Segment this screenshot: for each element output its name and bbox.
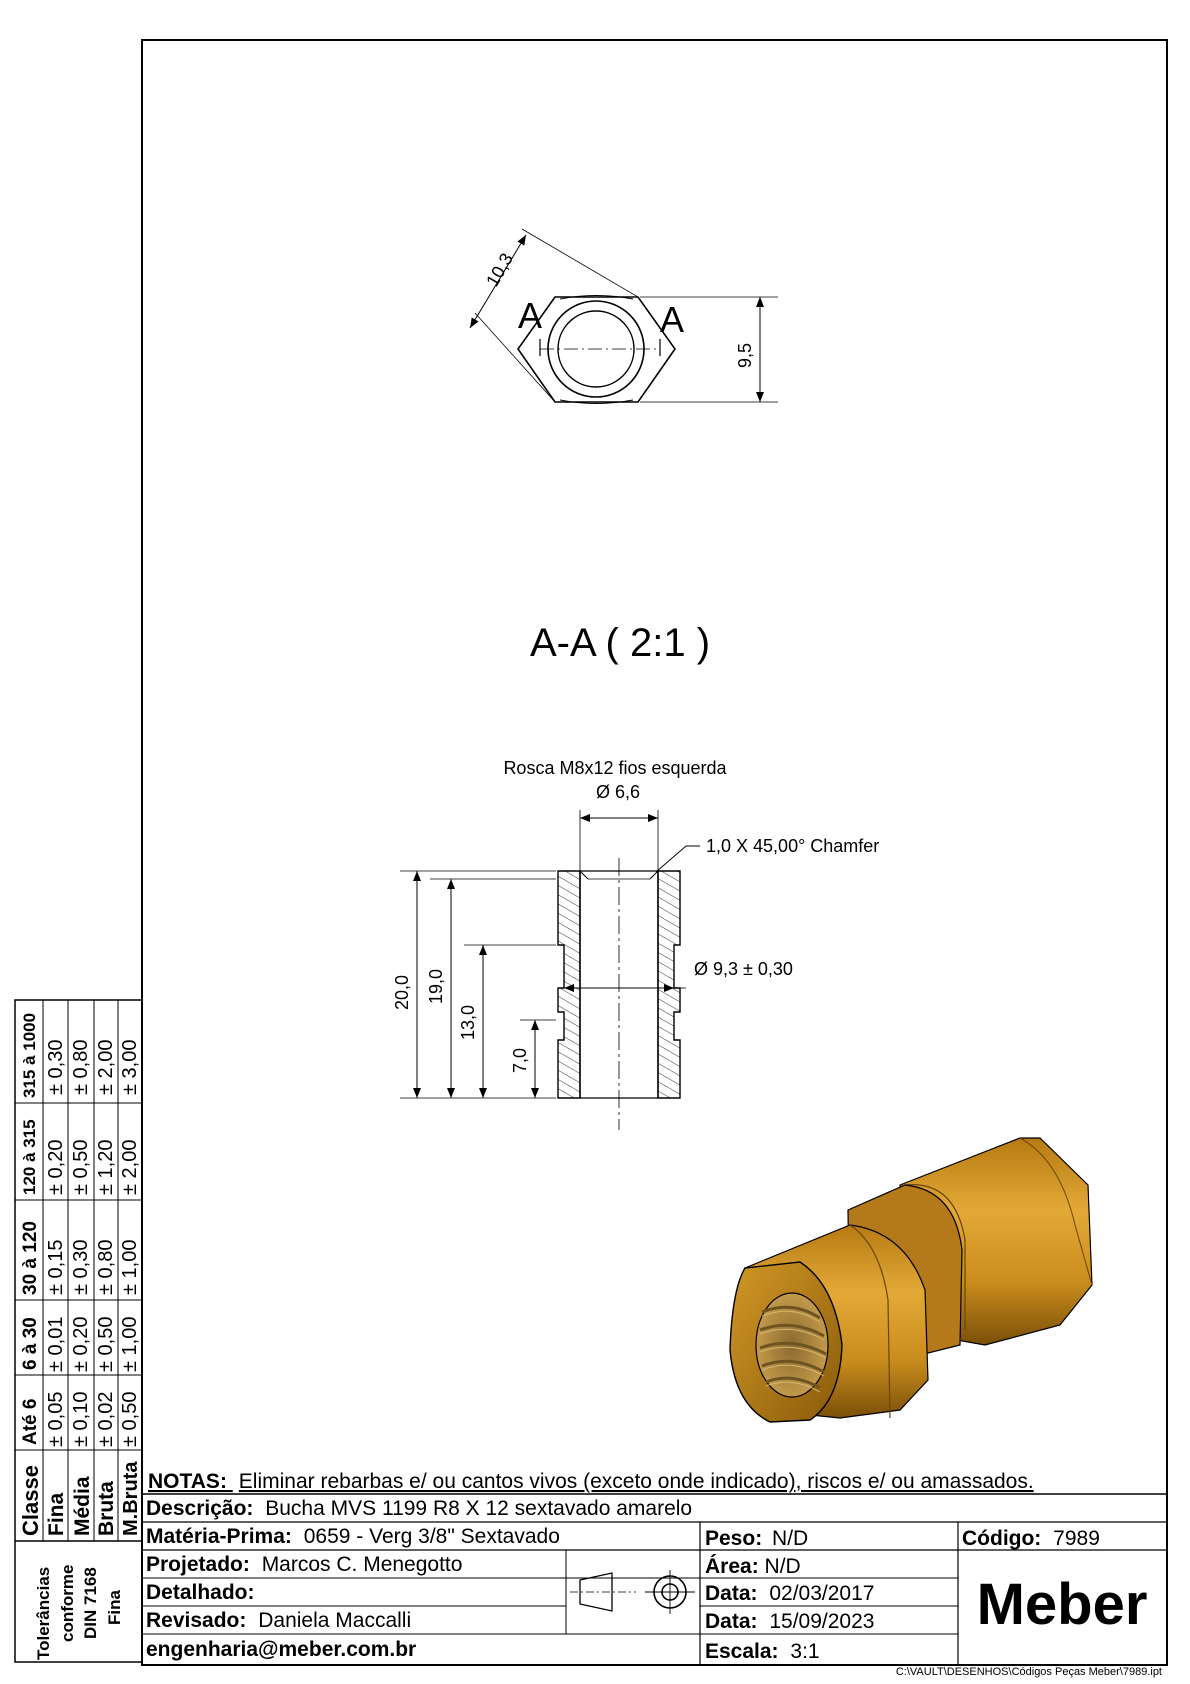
isometric-part-render [730,1138,1092,1422]
tol-header-30-120: 30 à 120 [20,1221,41,1295]
tol-bruta-2: ± 0,50 [95,1316,117,1372]
dim-text-19: 19,0 [426,968,446,1004]
dim-text-13: 13,0 [458,1004,478,1040]
svg-text:Peso: N/D [705,1527,808,1550]
tol-mbruta-5: ± 3,00 [119,1039,141,1095]
title-block [142,1470,1167,1665]
data2-value: 15/09/2023 [769,1610,875,1633]
email: engenharia@meber.com.br [146,1638,417,1661]
tol-side-line-4: Fina [105,1590,124,1625]
projection-symbol-icon [570,1570,695,1614]
section-mark-right: A [660,299,685,340]
svg-text:Revisado: Daniela Maccal [146,1609,411,1632]
dim-text-9-5: 9,5 [735,342,755,368]
data1-label: Data: [705,1582,758,1605]
dim-text-10-3: 10,3 [482,249,517,290]
tolerance-table [15,1000,142,1662]
tol-bruta-4: ± 1,20 [95,1139,117,1195]
area-value: N/D [764,1555,801,1578]
tol-media-5: ± 0,80 [70,1039,92,1095]
escala-value: 3:1 [790,1640,820,1663]
tol-side-line-3: DIN 7168 [81,1567,100,1639]
top-view [470,229,778,404]
codigo-label: Código: [962,1527,1042,1550]
chamfer-note: 1,0 X 45,00° Chamfer [706,836,880,856]
projetado-label: Projetado: [146,1553,250,1576]
right-wall-section [658,871,680,1098]
svg-text:Descrição: Bucha MVS 119 [146,1497,692,1520]
dim-text-20: 20,0 [392,974,412,1010]
dim-text-7: 7,0 [510,1047,530,1073]
tol-mbruta-2: ± 1,00 [119,1316,141,1372]
tol-classe-fina: Fina [45,1492,68,1536]
thread-note: Rosca M8x12 fios esquerda [503,758,727,778]
tol-fina-3: ± 0,15 [45,1239,67,1295]
tol-mbruta-1: ± 0,50 [119,1391,141,1447]
tol-side-line-2: conforme [58,1564,77,1642]
tol-bruta-5: ± 2,00 [95,1039,117,1095]
section-title: A-A ( 2:1 ) [529,621,711,665]
escala-label: Escala: [705,1640,779,1663]
data1-value: 02/03/2017 [769,1582,875,1605]
revisado-value: Daniela Maccalli [258,1609,412,1632]
tol-header-315-1000: 315 à 1000 [20,1012,39,1098]
svg-text:Data: 02/03/2017 [705,1582,874,1605]
svg-text:Código: 7989 [962,1527,1100,1550]
meber-logo: Meber [976,1572,1148,1637]
peso-value: N/D [772,1527,809,1550]
tol-media-3: ± 0,30 [70,1239,92,1295]
svg-text:Data: 15/09/2023 [705,1610,874,1633]
svg-text:Matéria-Prima: 0659 - Ve [146,1525,560,1548]
area-label: Área: [705,1555,759,1578]
data2-label: Data: [705,1610,758,1633]
tol-fina-5: ± 0,30 [45,1039,67,1095]
descricao-label: Descrição: [146,1497,254,1520]
left-wall-section [558,871,580,1098]
section-view [392,758,879,1130]
tol-media-2: ± 0,20 [70,1316,92,1372]
tol-mbruta-4: ± 2,00 [119,1139,141,1195]
peso-label: Peso: [705,1527,763,1550]
tol-header-6-30: 6 à 30 [20,1317,41,1370]
svg-text:Detalhado: [146,1581,255,1604]
tol-bruta-3: ± 0,80 [95,1239,117,1295]
tol-fina-1: ± 0,05 [45,1391,67,1447]
revisado-label: Revisado: [146,1609,247,1632]
dim-text-9-3: Ø 9,3 ± 0,30 [694,959,793,979]
notas-line [148,1470,1034,1493]
materia-value: 0659 - Verg 3/8" Sextavado [303,1525,560,1548]
tol-header-120-315: 120 à 315 [20,1119,39,1195]
tol-classe-mbruta: M.Bruta [120,1461,142,1536]
svg-text:Projetado: Marcos C. Men [146,1553,462,1576]
detalhado-label: Detalhado: [146,1581,255,1604]
tol-classe-media: Média [71,1476,94,1536]
tol-media-1: ± 0,10 [70,1391,92,1447]
tol-fina-4: ± 0,20 [45,1139,67,1195]
svg-text:Área: N/D [705,1555,801,1578]
tol-fina-2: ± 0,01 [45,1316,67,1372]
tol-side-line-1: Tolerâncias [34,1566,53,1660]
tol-media-4: ± 0,50 [70,1139,92,1195]
codigo-value: 7989 [1053,1527,1100,1550]
section-mark-left: A [518,295,543,336]
tol-mbruta-3: ± 1,00 [119,1239,141,1295]
notas-text: Eliminar rebarbas e/ ou cantos vivos (exceto onde indicado), riscos e/ ou amassados. [238,1470,1034,1493]
notas-label: NOTAS: [148,1470,227,1493]
tol-header-ate-6: Até 6 [20,1398,41,1445]
dim-text-6-6: Ø 6,6 [595,782,641,802]
file-path: C:\VAULT\DESENHOS\Códigos Peças Meber\7989.ipt [895,1666,1162,1678]
tol-classe-bruta: Bruta [95,1481,118,1536]
projetado-value: Marcos C. Menegotto [261,1553,463,1576]
tol-bruta-1: ± 0,02 [95,1391,117,1447]
tol-header-classe: Classe [18,1465,43,1536]
materia-label: Matéria-Prima: [146,1525,292,1548]
sheet-border [142,40,1167,1665]
descricao-value: Bucha MVS 1199 R8 X 12 sextavado amarelo [265,1497,693,1520]
svg-text:Escala: 3:1 [705,1640,820,1663]
